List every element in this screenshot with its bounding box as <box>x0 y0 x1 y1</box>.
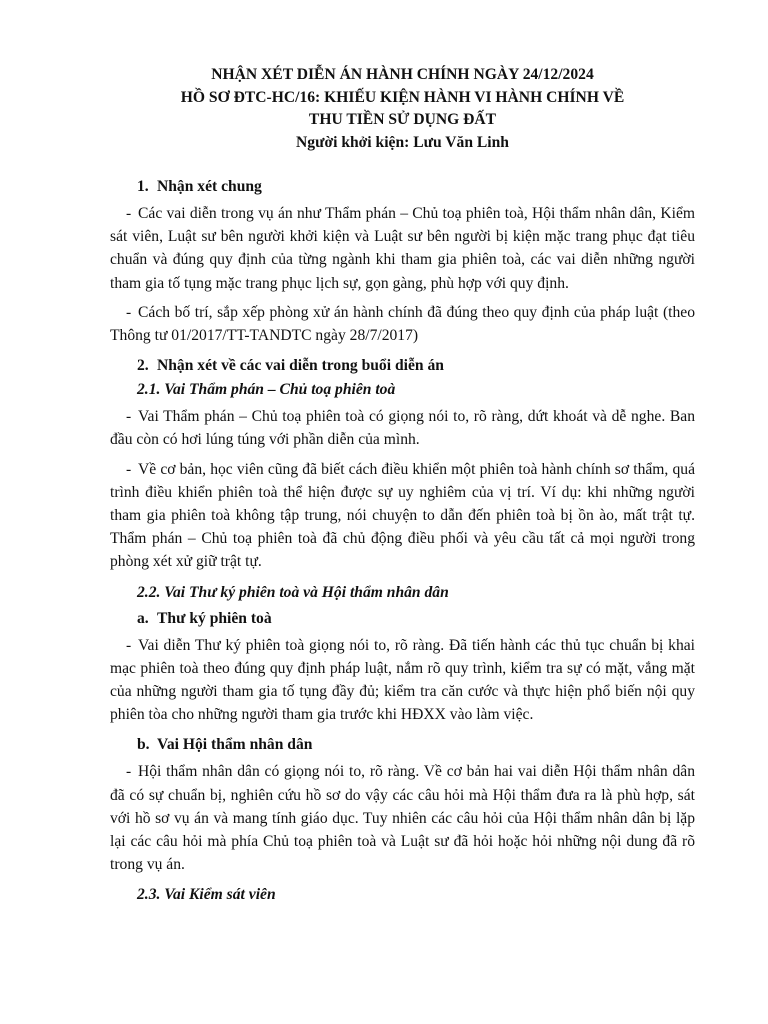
title-line-2: HỒ SƠ ĐTC-HC/16: KHIẾU KIỆN HÀNH VI HÀNH CHÍNH VỀ <box>180 88 625 106</box>
bullet: - <box>126 408 132 426</box>
title-line-1: NHẬN XÉT DIỄN ÁN HÀNH CHÍNH NGÀY 24/12/2024 <box>211 66 594 83</box>
section-number: 2. <box>137 357 149 375</box>
section-1-heading <box>110 176 695 198</box>
title-line-3: THU TIỀN SỬ DỤNG ĐẤT <box>308 111 497 128</box>
item-title: Thư ký phiên toà <box>157 609 272 627</box>
plaintiff-line: Người khởi kiện: Lưu Văn Linh <box>296 133 509 151</box>
paragraph <box>110 301 695 347</box>
section-2-2-heading <box>110 582 695 604</box>
section-2-2-b-heading <box>110 734 695 756</box>
section-number: 1. <box>137 178 149 195</box>
paragraph-text: Vai Thẩm phán – Chủ toạ phiên toà có giọng nói to, rõ ràng, dứt khoát và dễ nghe. Ban đầu còn có hơi lúng túng với phần diễn của mình. <box>110 408 695 449</box>
paragraph <box>110 202 695 295</box>
bullet: - <box>126 763 132 781</box>
bullet: - <box>126 636 132 654</box>
paragraph-text: Hội thẩm nhân dân có giọng nói to, rõ ràng. Về cơ bản hai vai diễn Hội thẩm nhân dân đã có sự chuẩn bị, nghiên cứu hồ sơ do vậy các câu hỏi mà Hội thẩm đưa ra là phù hợp, sát với hồ sơ vụ án và mang tính giáo dục. Tuy nhiên các câu hỏi của Hội thẩm nhân dân bị lặp lại các câu hỏi mà phía Chủ toạ phiên toà và Luật sư đã hỏi hoặc hỏi những nội dung đã rõ trong vụ án. <box>110 763 695 874</box>
subsection-title: Vai Thư ký phiên toà và Hội thẩm nhân dân <box>164 583 449 601</box>
paragraph <box>110 760 695 876</box>
section-2-heading <box>110 355 695 377</box>
paragraph-text: Cách bố trí, sắp xếp phòng xử án hành chính đã đúng theo quy định của pháp luật (theo Thông tư 01/2017/TT-TANDTC ngày 28/7/2017) <box>110 303 695 345</box>
subsection-number: 2.3. <box>137 886 161 904</box>
paragraph-text: Về cơ bản, học viên cũng đã biết cách điều khiển một phiên toà hành chính sơ thẩm, quá trình điều khiển phiên toà thể hiện được sự uy nghiêm của vị trí. Ví dụ: khi những người tham gia phiên toà không tập trung, nói chuyện to dẫn đến phiên toà bị ồn ào, mất trật tự. Thẩm phán – Chủ toạ phiên toà đã chủ động điều phối và yêu cầu tất cả mọi người trong phòng xét xử giữ trật tự. <box>110 460 695 571</box>
paragraph-text: Các vai diễn trong vụ án như Thẩm phán – Chủ toạ phiên toà, Hội thẩm nhân dân, Kiểm sát viên, Luật sư bên người khởi kiện và Luật sư bên người bị kiện mặc trang phục đạt tiêu chuẩn và đúng quy định của từng ngành khi tham gia phiên toà, các vai diễn những người tham gia tố tụng mặc trang phục lịch sự, gọn gàng, phù hợp với quy định. <box>110 205 695 292</box>
item-title: Vai Hội thẩm nhân dân <box>157 736 313 754</box>
item-letter: b. <box>137 736 150 754</box>
bullet: - <box>126 303 132 321</box>
section-2-1-heading <box>110 379 695 401</box>
bullet: - <box>126 460 132 478</box>
paragraph <box>110 458 695 574</box>
paragraph <box>110 405 695 451</box>
subsection-title: Vai Thẩm phán – Chủ toạ phiên toà <box>164 381 396 399</box>
section-2-3-heading <box>110 884 695 906</box>
paragraph-text: Vai diễn Thư ký phiên toà giọng nói to, rõ ràng. Đã tiến hành các thủ tục chuẩn bị khai mạc phiên toà theo đúng quy định pháp luật, nắm rõ quy trình, kiểm tra sự có mặt, vắng mặt của những người tham gia tố tụng đầy đủ; kiểm tra căn cước và thực hiện phổ biến nội quy phiên tòa cho những người tham gia trước khi HĐXX vào làm việc. <box>110 636 695 724</box>
subsection-number: 2.2. <box>137 583 161 601</box>
subsection-number: 2.1. <box>137 381 161 399</box>
item-letter: a. <box>137 609 149 627</box>
section-title: Nhận xét về các vai diễn trong buổi diễn án <box>157 357 444 375</box>
section-title: Nhận xét chung <box>157 178 262 195</box>
subsection-title: Vai Kiểm sát viên <box>164 886 276 904</box>
document-title <box>110 64 695 154</box>
bullet: - <box>126 205 132 222</box>
section-2-2-a-heading <box>110 608 695 630</box>
paragraph <box>110 634 695 727</box>
